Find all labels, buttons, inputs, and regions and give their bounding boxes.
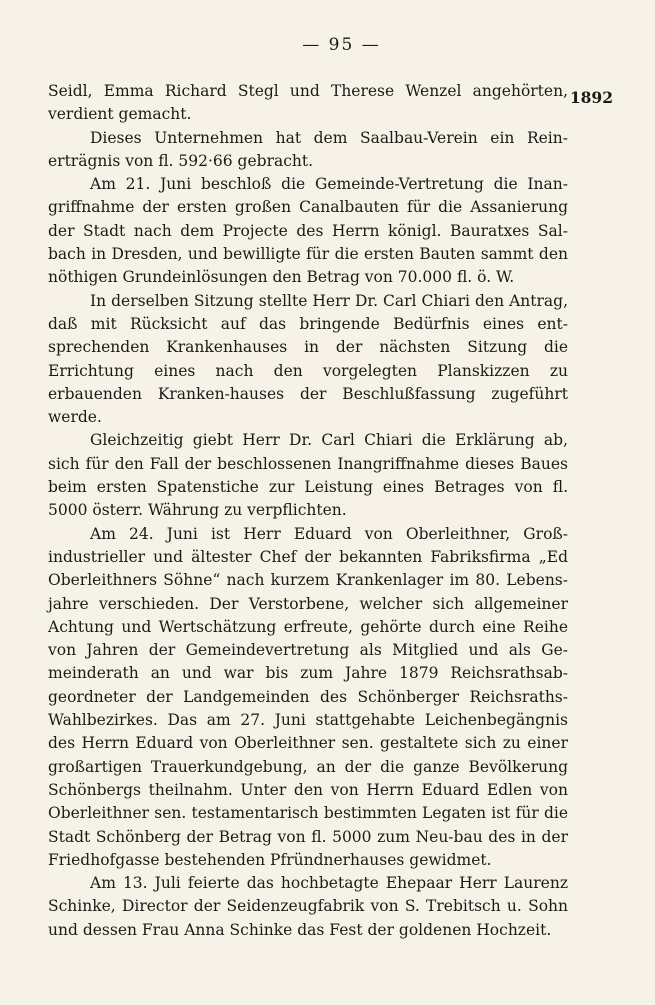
paragraph: Am 24. Juni ist Herr Eduard von Oberleithner, Groß-industrieller und ältester Chef der bekannten Fabriksfirma „Ed Oberleithners Söhne“ nach kurzem Krankenlager im 80. Lebens-jahre verschieden. Der Verstorbene, welcher sich allgemeiner Achtung und Wertschätzung erfreute, gehörte durch eine Reihe von Jahren der Gemeindevertretung als Mitglied und als Ge-meinderath an und war bis zum Jahre 1879 Reichsrathsab-geordneter der Landgemeinden des Schönberger Reichsraths-Wahlbezirkes. Das am 27. Juni stattgehabte Leichenbegängnis des Herrn Eduard von Oberleithner sen. gestaltete sich zu einer großartigen Trauerkundgebung, an der die ganze Bevölkerung Schönbergs theilnahm. Unter den von Herrn Eduard Edlen von Oberleithner sen. testamentarisch bestimmten Legaten ist für die Stadt Schönberg der Betrag von fl. 5000 zum Neu-bau des in der Friedhofgasse bestehenden Pfründnerhauses gewidmet.: [48, 524, 568, 869]
paragraph: Gleichzeitig giebt Herr Dr. Carl Chiari die Erklärung ab, sich für den Fall der beschlossenen Inangriffnahme dieses Baues beim ersten Spatenstiche zur Leistung eines Betrages von fl. 5000 österr. Währung zu verpflichten.: [48, 431, 568, 520]
paragraph: Am 21. Juni beschloß die Gemeinde-Vertretung die Inan-griffnahme der ersten großen Canalbauten für die Assanierung der Stadt nach dem Projecte des Herrn königl. Bauratхes Sal-bach in Dresden, und bewilligte für die ersten Bauten sammt den nöthigen Grundeinlösungen den Betrag von 70.000 fl. ö. W.: [48, 175, 568, 287]
paragraph: In derselben Sitzung stellte Herr Dr. Carl Chiari den Antrag, daß mit Rücksicht auf das bringende Bedürfnis eines ent-sprechenden Krankenhauses in der nächsten Sitzung die Errichtung eines nach den vorgelegten Planskizzen zu erbauenden Kranken-hauses der Beschlußfassung zugeführt werde.: [48, 291, 568, 427]
margin-year: 1892: [569, 88, 613, 107]
paragraph: Dieses Unternehmen hat dem Saalbau-Verein ein Rein-erträgnis von fl. 592·66 gebracht.: [48, 128, 568, 170]
paragraph: Seidl, Emma Richard Stegl und Therese Wenzel angehörten, verdient gemacht.: [48, 82, 568, 124]
paragraph: Am 13. Juli feierte das hochbetagte Ehepaar Herr Laurenz Schinke, Director der Seidenzeugfabrik von S. Trebitsch u. Sohn und dessen Frau Anna Schinke das Fest der goldenen Hochzeit.: [48, 874, 568, 939]
page-number: — 95 —: [302, 35, 381, 55]
body-text: [48, 80, 568, 942]
